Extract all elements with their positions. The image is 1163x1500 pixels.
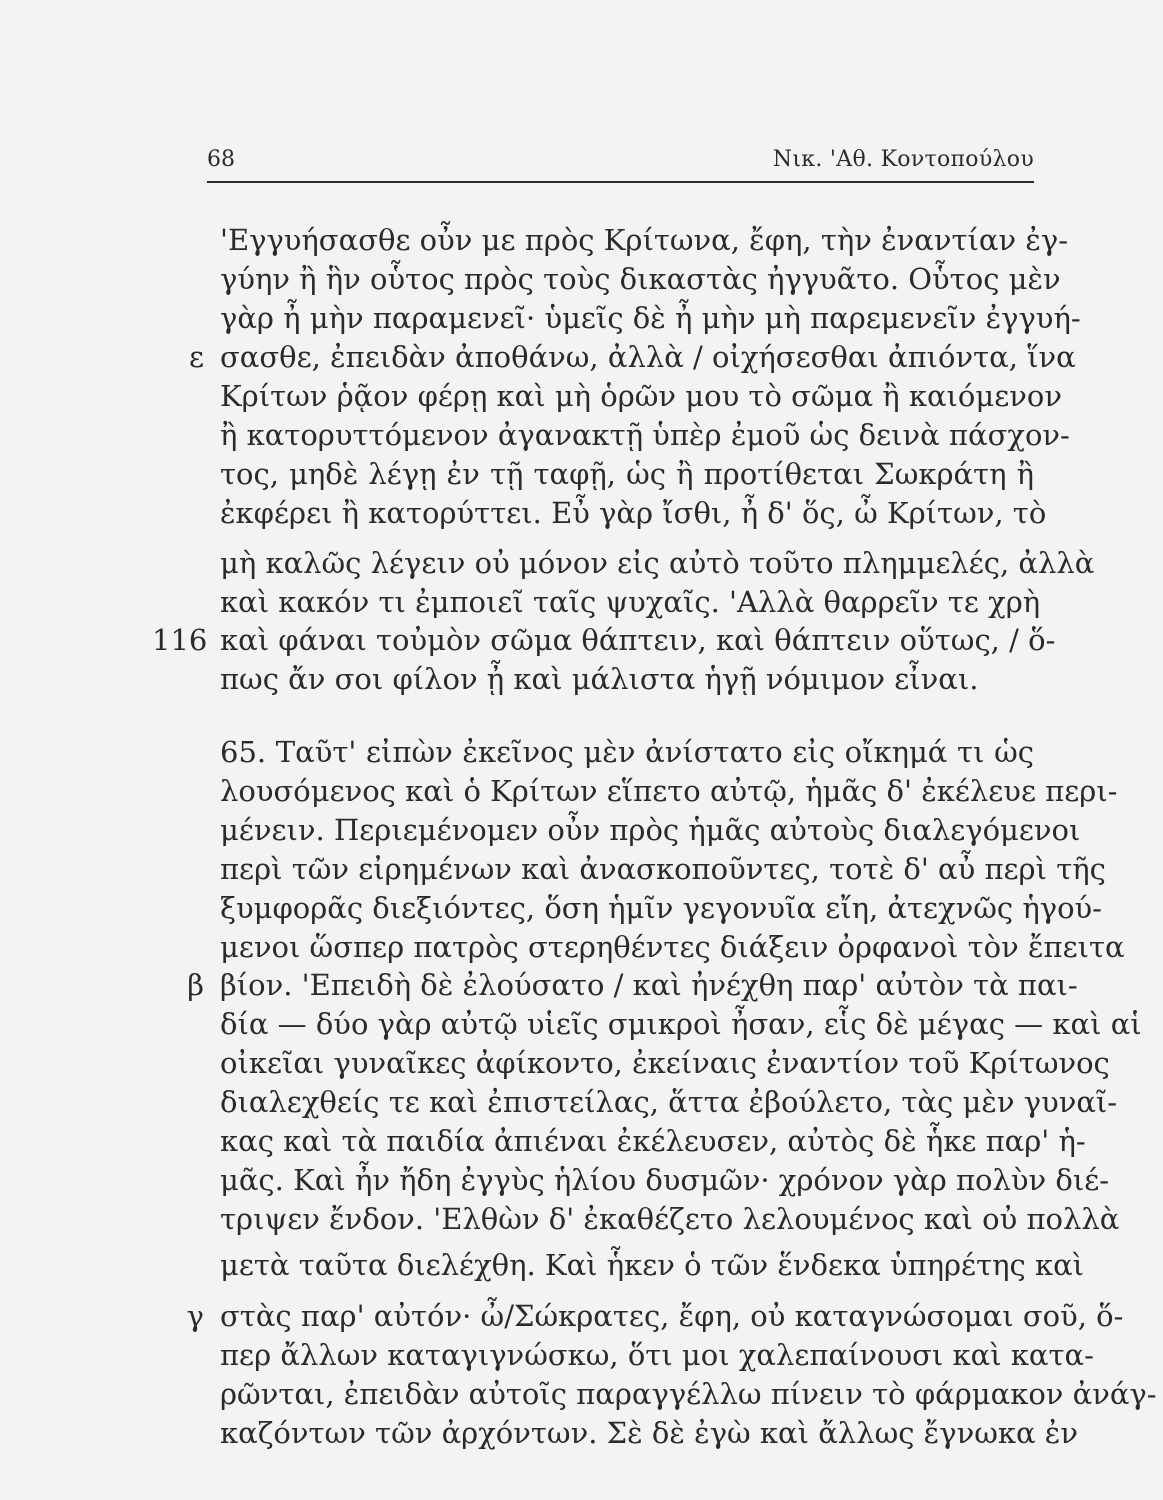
text-line: καζόντων τῶν ἀρχόντων. Σὲ δὲ ἐγὼ καὶ ἄλλως ἔγνωκα ἐν xyxy=(220,1416,1078,1450)
running-head: Νικ. 'Αθ. Κοντοπούλου xyxy=(772,147,1034,172)
text-line: βίον. 'Επειδὴ δὲ ἐλούσατο / καὶ ἠνέχθη παρ' αὐτὸν τὰ παι- xyxy=(220,968,1078,1002)
text-line: οἰκεῖαι γυναῖκες ἀφίκοντο, ἐκείναις ἐναντίον τοῦ Κρίτωνος xyxy=(220,1046,1110,1080)
text-line: μᾶς. Καὶ ἦν ἤδη ἐγγὺς ἡλίου δυσμῶν· χρόνον γὰρ πολὺν διέ- xyxy=(220,1163,1110,1197)
text-line: δία — δύο γὰρ αὐτῷ υἱεῖς σμικροὶ ἦσαν, εἷς δὲ μέγας — καὶ αἱ xyxy=(220,1007,1142,1041)
text-line: τριψεν ἔνδον. 'Ελθὼν δ' ἐκαθέζετο λελουμένος καὶ οὐ πολλὰ xyxy=(220,1202,1120,1236)
text-line: γύην ἢ ἣν οὗτος πρὸς τοὺς δικαστὰς ἠγγυᾶτο. Οὗτος μὲν xyxy=(220,262,1061,296)
page-number: 68 xyxy=(207,147,235,172)
margin-marker-e: ε xyxy=(188,340,204,374)
text-line: ἢ κατορυττόμενον ἀγανακτῇ ὑπὲρ ἐμοῦ ὡς δεινὰ πάσχον- xyxy=(220,418,1070,452)
text-line: ἐκφέρει ἢ κατορύττει. Εὖ γὰρ ἴσθι, ἦ δ' ὅς, ὦ Κρίτων, τὸ xyxy=(220,496,1047,530)
margin-marker-b: β xyxy=(187,968,204,1002)
text-line: μὴ καλῶς λέγειν οὐ μόνον εἰς αὐτὸ τοῦτο πλημμελές, ἀλλὰ xyxy=(220,546,1095,580)
text-line: τος, μηδὲ λέγῃ ἐν τῇ ταφῇ, ὡς ἢ προτίθεται Σωκράτη ἢ xyxy=(220,457,1034,491)
text-line: καὶ φάναι τοὐμὸν σῶμα θάπτειν, καὶ θάπτειν οὕτως, / ὅ- xyxy=(220,623,1056,657)
text-line: περ ἄλλων καταγιγνώσκω, ὅτι μοι χαλεπαίνουσι καὶ κατα- xyxy=(220,1338,1094,1372)
text-line: μενοι ὥσπερ πατρὸς στερηθέντες διάξειν ὀρφανοὶ τὸν ἔπειτα xyxy=(220,930,1125,964)
text-line: καὶ κακόν τι ἐμποιεῖ ταῖς ψυχαῖς. 'Αλλὰ θαρρεῖν τε χρὴ xyxy=(220,585,1041,619)
text-line: σασθε, ἐπειδὰν ἀποθάνω, ἀλλὰ / οἰχήσεσθαι ἀπιόντα, ἵνα xyxy=(220,340,1076,374)
text-line: στὰς παρ' αὐτόν· ὦ/Σώκρατες, ἔφη, οὐ καταγνώσομαι σοῦ, ὅ- xyxy=(220,1299,1124,1333)
text-line: πως ἄν σοι φίλον ᾖ καὶ μάλιστα ἡγῇ νόμιμον εἶναι. xyxy=(220,662,979,696)
text-line: ρῶνται, ἐπειδὰν αὐτοῖς παραγγέλλω πίνειν τὸ φάρμακον ἀνάγ- xyxy=(220,1377,1157,1411)
margin-marker-c: γ xyxy=(186,1299,204,1333)
margin-marker-116: 116 xyxy=(152,623,208,657)
text-line: διαλεχθείς τε καὶ ἐπιστείλας, ἅττα ἐβούλετο, τὰς μὲν γυναῖ- xyxy=(220,1085,1118,1119)
text-line: γὰρ ἦ μὴν παραμενεῖ· ὑμεῖς δὲ ἦ μὴν μὴ παρεμενεῖν ἐγγυή- xyxy=(220,301,1081,335)
text-line: Κρίτων ῥᾷον φέρῃ καὶ μὴ ὁρῶν μου τὸ σῶμα ἢ καιόμενον xyxy=(220,379,1062,413)
page-header xyxy=(207,147,1034,183)
text-line: ξυμφορᾶς διεξιόντες, ὅση ἡμῖν γεγονυῖα εἴη, ἀτεχνῶς ἡγού- xyxy=(220,891,1102,925)
text-line: 65. Ταῦτ' εἰπὼν ἐκεῖνος μὲν ἀνίστατο εἰς οἴκημά τι ὡς xyxy=(220,735,1034,769)
text-line: 'Εγγυήσασθε οὖν με πρὸς Κρίτωνα, ἔφη, τὴν ἐναντίαν ἐγ- xyxy=(220,223,1069,257)
text-line: κας καὶ τὰ παιδία ἀπιέναι ἐκέλευσεν, αὐτὸς δὲ ἧκε παρ' ἡ- xyxy=(220,1124,1086,1158)
text-line: μετὰ ταῦτα διελέχθη. Καὶ ἧκεν ὁ τῶν ἕνδεκα ὑπηρέτης καὶ xyxy=(220,1248,1085,1282)
text-line: μένειν. Περιεμένομεν οὖν πρὸς ἡμᾶς αὐτοὺς διαλεγόμενοι xyxy=(220,813,1081,847)
text-line: περὶ τῶν εἰρημένων καὶ ἀνασκοποῦντες, τοτὲ δ' αὖ περὶ τῆς xyxy=(220,852,1106,886)
text-line: λουσόμενος καὶ ὁ Κρίτων εἵπετο αὐτῷ, ἡμᾶς δ' ἐκέλευε περι- xyxy=(220,774,1118,808)
